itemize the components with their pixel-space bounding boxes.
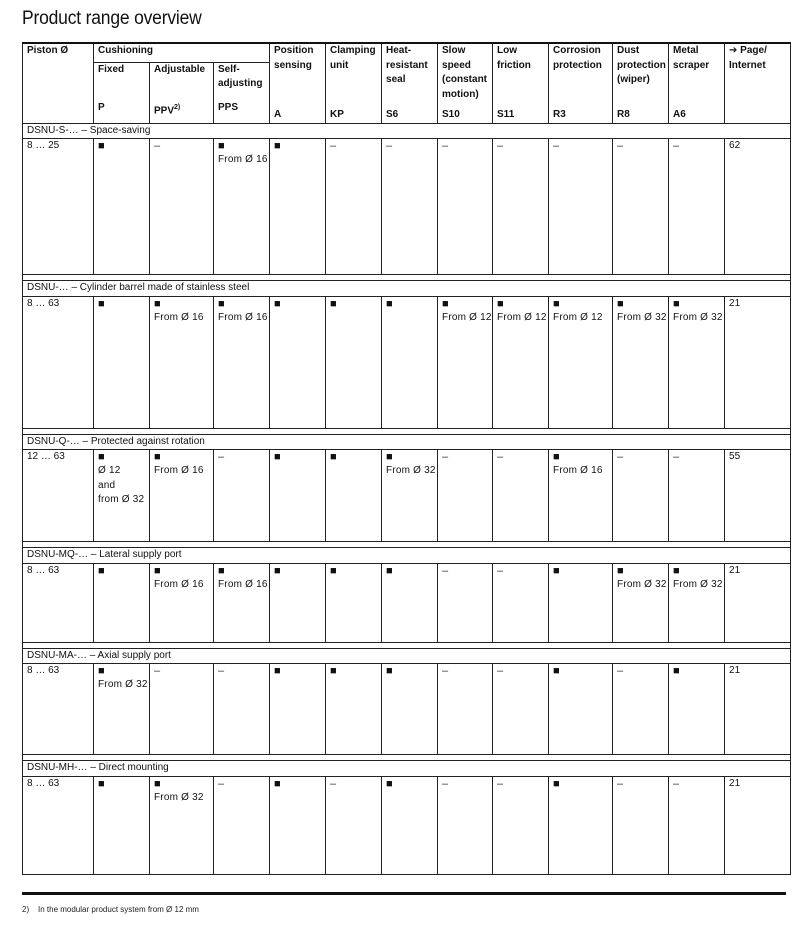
availability-mark: ■ [274,665,281,677]
availability-mark: ■ [98,140,105,152]
table-row [23,450,791,542]
footnote: 2) In the modular product system from Ø 12 mm [22,905,199,914]
availability-note: From Ø 32 [386,465,436,476]
feature-cell [493,563,549,642]
header-col-11: Metal scraper A6 [669,43,725,123]
availability-mark: ■ [274,140,281,152]
feature-cell [669,563,725,642]
header-piston: Piston Ø [23,43,94,123]
feature-cell [270,664,326,755]
feature-cell [438,450,493,542]
availability-mark: – [218,451,225,463]
feature-cell [94,450,150,542]
availability-mark: ■ [274,297,281,310]
availability-mark: ■ [330,665,337,677]
page-reference: 21 [725,296,791,428]
feature-cell [613,139,669,275]
availability-mark: ■ [553,777,560,790]
feature-cell [150,664,214,755]
feature-cell [382,296,438,428]
availability-mark: ■ [330,564,337,577]
feature-cell [150,563,214,642]
availability-mark: ■ [98,777,105,790]
table-row [23,563,791,642]
availability-mark: – [673,451,680,463]
availability-mark: ■ [154,777,161,790]
availability-mark: – [673,140,680,152]
feature-cell [382,664,438,755]
availability-mark: ■ [274,451,281,463]
feature-cell [94,563,150,642]
page-reference: 21 [725,776,791,874]
section-title: DSNU-S-… – Space-saving [23,123,791,139]
header-page: ➔ Page/ Internet [725,43,791,123]
feature-cell [613,450,669,542]
header-code-2: PPV$^{2)}$ [150,101,214,123]
feature-cell [270,563,326,642]
availability-note: From Ø 16 [154,311,204,323]
feature-cell [270,776,326,874]
piston-range: 8 … 63 [23,296,94,428]
availability-mark: – [218,777,225,790]
piston-range: 12 … 63 [23,450,94,542]
feature-cell [549,664,613,755]
availability-mark: – [617,140,624,152]
availability-mark: ■ [386,297,393,310]
section-header [23,434,791,450]
feature-cell [94,776,150,874]
feature-cell [270,450,326,542]
availability-mark: ■ [330,451,337,463]
header-col-7: Slow speed (constant motion) S10 [438,43,493,123]
feature-cell [214,296,270,428]
feature-cell [493,139,549,275]
availability-mark: – [617,777,624,790]
feature-cell [270,139,326,275]
section-header [23,281,791,297]
feature-cell [613,563,669,642]
feature-cell [214,139,270,275]
table-row [23,664,791,755]
feature-cell [382,563,438,642]
header-col-4: Position sensing A [270,43,326,123]
availability-mark: – [330,777,337,790]
feature-cell [326,139,382,275]
availability-note: From Ø 12 [442,311,492,323]
piston-range: 8 … 63 [23,776,94,874]
availability-mark: – [154,665,161,677]
piston-range: 8 … 63 [23,563,94,642]
feature-cell [326,664,382,755]
page-reference: 62 [725,139,791,275]
availability-mark: ■ [553,665,560,677]
feature-cell [493,776,549,874]
feature-cell [493,450,549,542]
availability-mark: – [330,140,337,152]
availability-mark: ■ [218,140,225,152]
availability-note: From Ø 32 [617,311,667,323]
availability-mark: ■ [617,564,624,577]
availability-mark: ■ [386,665,393,677]
table-row [23,776,791,874]
feature-cell [326,450,382,542]
availability-note: from Ø 32 [98,494,145,505]
header-col-1: Fixed [94,62,150,101]
feature-cell [669,450,725,542]
section-title: DSNU-… – Cylinder barrel made of stainless steel [23,281,791,297]
page-reference: 21 [725,664,791,755]
feature-cell [549,296,613,428]
feature-cell [613,296,669,428]
header-col-10: Dust protection (wiper) R8 [613,43,669,123]
feature-cell [326,776,382,874]
page-reference: 21 [725,563,791,642]
availability-mark: ■ [386,564,393,577]
feature-cell [669,139,725,275]
availability-note: From Ø 32 [98,679,148,690]
section-header [23,123,791,139]
availability-mark: – [442,451,449,463]
feature-cell [669,776,725,874]
availability-note: and [98,479,116,491]
feature-cell [382,450,438,542]
header-code-3: PPS [214,101,270,123]
availability-mark: ■ [154,451,161,463]
table-row [23,296,791,428]
table-row [23,139,791,275]
feature-cell [493,664,549,755]
feature-cell [94,296,150,428]
availability-mark: ■ [98,451,105,463]
availability-mark: ■ [98,297,105,310]
availability-mark: – [154,140,161,152]
availability-mark: ■ [274,564,281,577]
section-header [23,648,791,664]
availability-mark: ■ [553,297,560,310]
availability-mark: – [497,564,504,577]
section-header [23,761,791,777]
feature-cell [94,139,150,275]
feature-cell [493,296,549,428]
feature-cell [382,776,438,874]
availability-mark: ■ [274,777,281,790]
section-title: DSNU-MA-… – Axial supply port [23,648,791,664]
availability-mark: ■ [98,564,105,577]
availability-note: From Ø 16 [154,578,204,590]
feature-cell [613,776,669,874]
availability-note: From Ø 32 [673,311,723,323]
availability-mark: ■ [98,665,105,677]
availability-note: From Ø 12 [497,311,547,323]
availability-mark: – [218,665,225,677]
section-title: DSNU-MH-… – Direct mounting [23,761,791,777]
availability-mark: – [497,140,504,152]
availability-mark: – [617,451,624,463]
availability-mark: – [442,665,449,677]
availability-mark: ■ [497,297,504,310]
availability-mark: – [442,564,449,577]
feature-cell [549,776,613,874]
feature-cell [549,139,613,275]
table-bottom-rule [22,892,786,895]
availability-note: From Ø 16 [154,465,204,476]
availability-mark: – [553,140,560,152]
availability-mark: ■ [442,297,449,310]
page-reference: 55 [725,450,791,542]
availability-mark: – [442,777,449,790]
availability-note: From Ø 16 [218,154,268,165]
feature-cell [150,450,214,542]
header-cushioning: Cushioning [94,43,270,62]
header-col-9: Corrosion protection R3 [549,43,613,123]
section-title: DSNU-Q-… – Protected against rotation [23,434,791,450]
feature-cell [438,296,493,428]
availability-mark: ■ [330,297,337,310]
availability-mark: ■ [673,665,680,677]
feature-cell [214,664,270,755]
availability-mark: ■ [553,564,560,577]
piston-range: 8 … 63 [23,664,94,755]
availability-mark: – [497,777,504,790]
header-code-1: P [94,101,150,123]
section-header [23,548,791,564]
availability-mark: – [673,777,680,790]
feature-cell [150,296,214,428]
availability-note: From Ø 32 [154,791,204,803]
availability-note: From Ø 16 [218,578,268,590]
availability-note: From Ø 32 [617,578,667,590]
feature-cell [150,139,214,275]
feature-cell [438,664,493,755]
availability-mark: ■ [553,451,560,463]
availability-note: From Ø 32 [673,578,723,590]
availability-mark: – [442,140,449,152]
availability-mark: – [617,665,624,677]
feature-cell [669,296,725,428]
header-col-5: Clamping unit KP [326,43,382,123]
piston-range: 8 … 25 [23,139,94,275]
feature-cell [214,563,270,642]
feature-cell [438,776,493,874]
feature-cell [214,776,270,874]
availability-mark: ■ [673,297,680,310]
feature-cell [438,563,493,642]
header-col-6: Heat-resistant seal S6 [382,43,438,123]
availability-mark: ■ [617,297,624,310]
availability-note: Ø 12 [98,465,121,476]
availability-mark: ■ [673,564,680,577]
availability-mark: ■ [154,297,161,310]
availability-note: From Ø 12 [553,311,603,323]
availability-mark: – [497,665,504,677]
product-range-table [22,42,791,875]
header-col-8: Low friction S11 [493,43,549,123]
page-title: Product range overview [22,8,202,29]
availability-mark: ■ [218,297,225,310]
feature-cell [549,563,613,642]
feature-cell [382,139,438,275]
availability-mark: – [386,140,393,152]
feature-cell [326,296,382,428]
availability-mark: ■ [218,564,225,577]
availability-mark: ■ [386,451,393,463]
availability-note: From Ø 16 [218,311,268,323]
feature-cell [326,563,382,642]
section-title: DSNU-MQ-… – Lateral supply port [23,548,791,564]
feature-cell [669,664,725,755]
feature-cell [214,450,270,542]
feature-cell [438,139,493,275]
availability-mark: – [497,451,504,463]
feature-cell [150,776,214,874]
header-col-2: Adjustable [150,62,214,101]
feature-cell [270,296,326,428]
availability-mark: ■ [154,564,161,577]
availability-mark: ■ [386,777,393,790]
feature-cell [94,664,150,755]
feature-cell [549,450,613,542]
feature-cell [613,664,669,755]
header-col-3: Self-adjusting [214,62,270,101]
availability-note: From Ø 16 [553,465,603,476]
